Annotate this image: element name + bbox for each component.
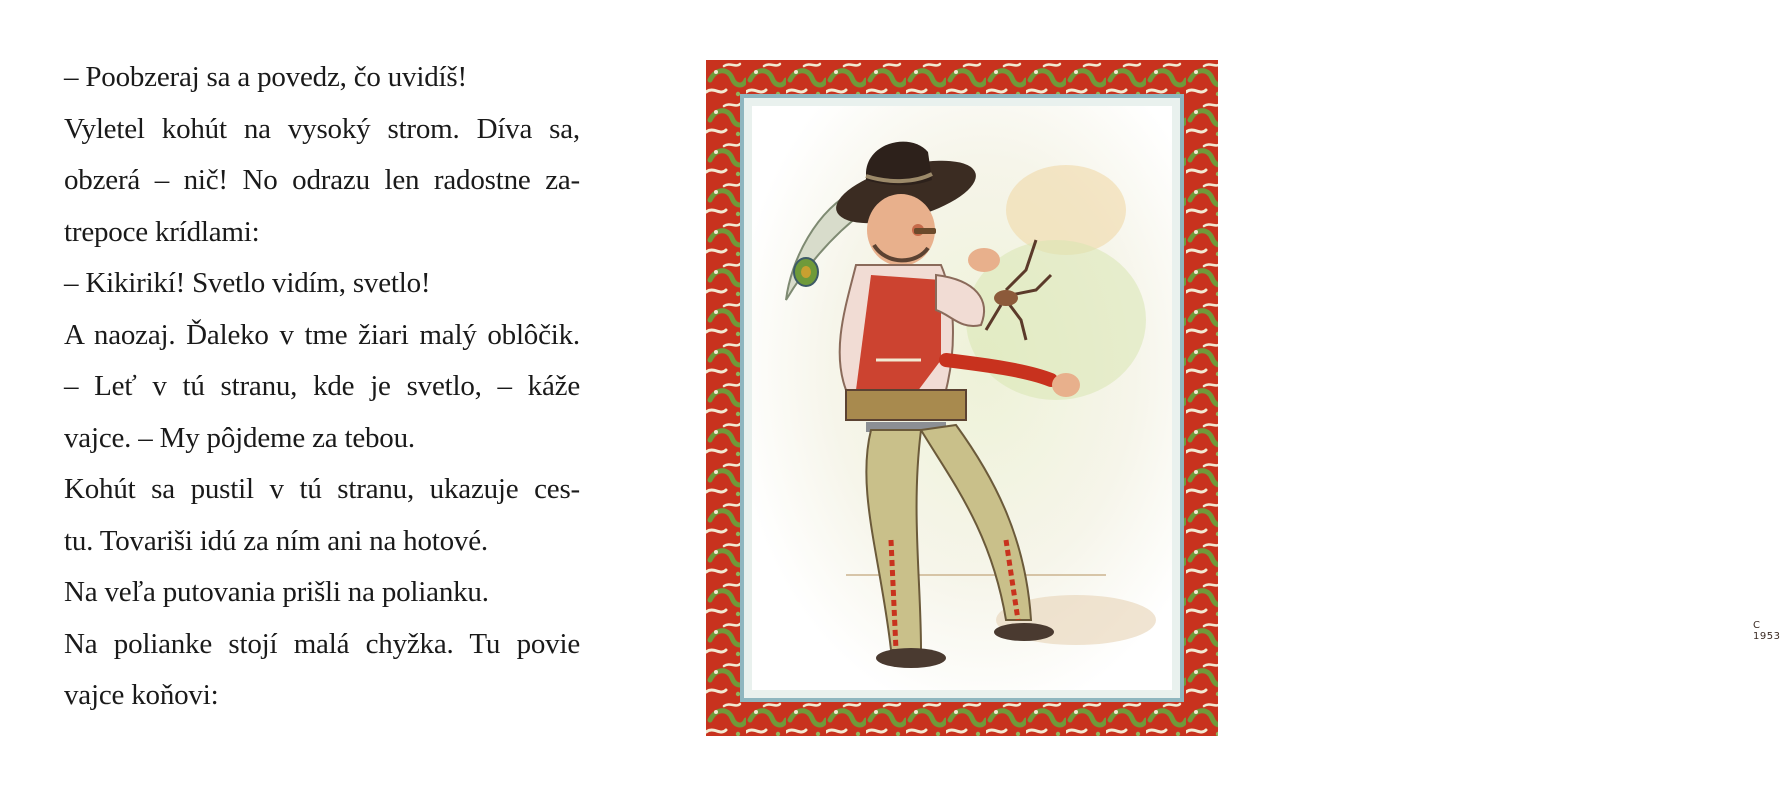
text-line: Vyletel kohút na vysoký strom. Díva sa, [64, 112, 580, 145]
text-line: trepoce krídlami: [64, 215, 260, 248]
text-line: vajce koňovi: [64, 679, 219, 711]
story-text [64, 52, 580, 722]
artist-signature: C 1953 [1753, 620, 1780, 642]
text-line: Na polianke stojí malá chyžka. Tu povie [64, 627, 580, 660]
text-line: – Poobzeraj sa a povedz, čo uvidíš! [64, 61, 467, 93]
illustration [706, 60, 1780, 736]
text-line: Kohút sa pustil v tú stranu, ukazuje ces- [64, 473, 580, 505]
text-line: Na veľa putovania prišli na polianku. [64, 576, 489, 608]
text-line: – Leť v tú stranu, kde je svetlo, – káže [64, 370, 580, 402]
text-line: obzerá – nič! No odrazu len radostne za- [64, 164, 580, 196]
text-line: tu. Tovariši idú za ním ani na hotové. [64, 524, 488, 557]
text-line: vajce. – My pôjdeme za tebou. [64, 421, 415, 454]
text-line: – Kikirikí! Svetlo vidím, svetlo! [64, 267, 431, 299]
illustration-svg [706, 60, 1218, 736]
text-line: A naozaj. Ďaleko v tme žiari malý oblôčik. [64, 318, 580, 351]
